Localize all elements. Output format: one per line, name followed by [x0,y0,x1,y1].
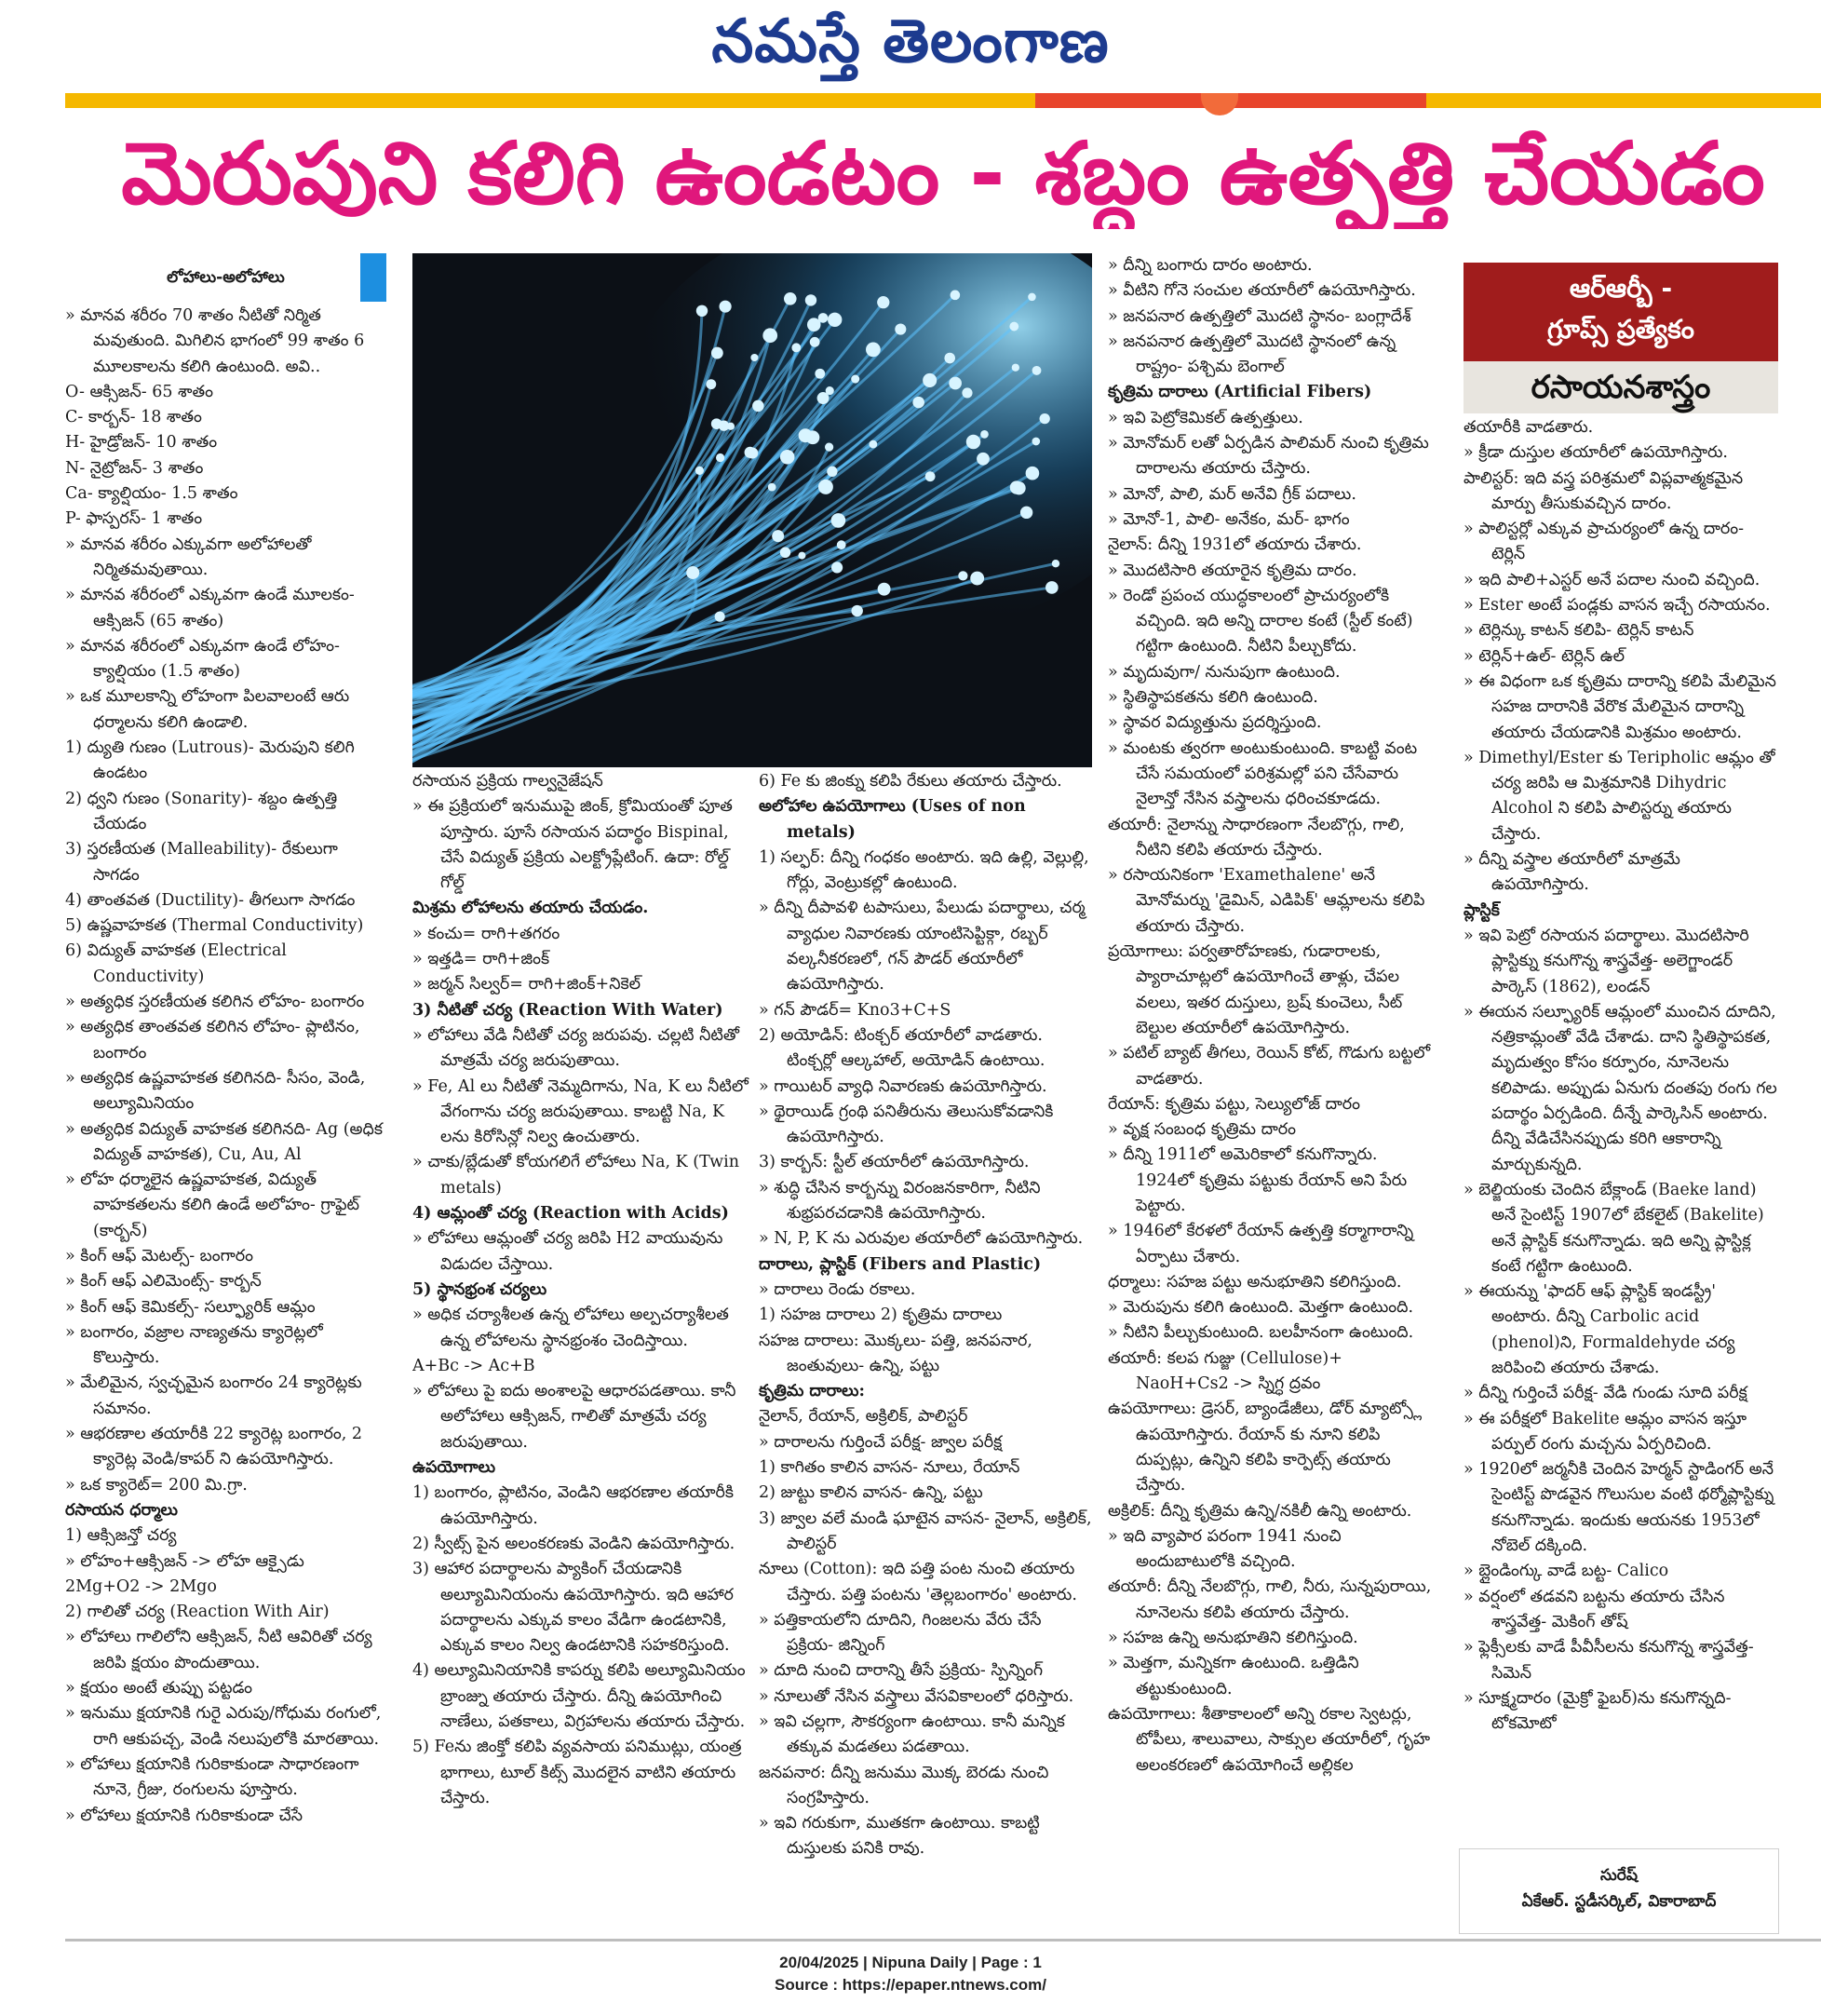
col5-paragraph: » పాలిస్టర్లో ఎక్కువ ప్రాచుర్యంలో ఉన్న దారం- టెర్లిన్ [1464,520,1745,564]
col1-paragraph: H- హైడ్రోజన్- 10 శాతం [65,433,218,453]
fiber-tip [750,354,758,361]
col5-paragraph: » సూక్ష్మదారం (మైక్రో ఫైబర్)ను కనుగొన్నది- టోకమోటో [1464,1688,1732,1734]
fiber-optics-illustration [412,253,1092,767]
col3-paragraph: జనపనార: దీన్ని జనుము మొక్క బెరడు నుంచి సంగ్రహిస్తారు. [759,1763,1049,1807]
series-tag-line2: గ్రూప్స్ ప్రత్యేకం [1546,314,1694,345]
fiber-tip [696,305,708,317]
col5-paragraph: పాలిస్టర్: ఇది వస్త్ర పరిశ్రమలో విప్లవాత్మకమైన మార్పు తీసుకువచ్చిన దారం. [1464,468,1744,513]
col1-paragraph: Ca- క్యాల్షియం- 1.5 శాతం [65,484,238,504]
col3-paragraph: 6) Fe కు జింక్ను కలిపి రేకులు తయారు చేస్తారు. [759,772,1062,791]
col1-paragraph: » లోహాలు క్షయానికి గురికాకుండా చేసే [65,1806,304,1825]
subject-tag: రసాయనశాస్త్రం [1464,361,1778,413]
col4-paragraph: » జనపనార ఉత్పత్తిలో మొదటి స్థానం- బంగ్లాదేశ్ [1108,306,1411,326]
col4-paragraph: తయారీ: కలప గుజ్జు (Cellulose)+ NaoH+Cs2 -> స్నిగ్ధ ద్రవం [1108,1348,1342,1394]
col3-paragraph: » శుద్ధి చేసిన కార్బన్ను విరంజనకారిగా, నీటిని శుభ్రపరచడానికి ఉపయోగిస్తారు. [759,1178,1041,1224]
col1-paragraph: » లోహ ధర్మాలైన ఉష్ణవాహకత, విద్యుత్ వాహకతలను కలిగి ఉండే అలోహం- గ్రాఫైట్ (కార్బన్) [65,1170,360,1240]
col1-paragraph: » బంగారం, వజ్రాల నాణ్యతను క్యారెట్లలో కొలుస్తారు. [65,1322,323,1368]
section-box-title: లోహాలు-అలోహాలు [65,253,386,302]
fiber-tip [980,430,989,439]
fiber-tip [895,324,906,335]
col4-paragraph: » మోనో, పాలి, మర్ అనేవి గ్రీక్ పదాలు. [1108,484,1356,504]
col4-paragraph: » స్థావర విద్యుత్తును ప్రదర్శిస్తుంది. [1108,713,1322,733]
text-column-5 [1464,415,1778,1840]
col2-paragraph: » ఇత్తడి= రాగి+జింక్ [412,950,550,969]
col1-paragraph: » కింగ్ ఆఫ్ మెటల్స్- బంగారం [65,1246,254,1265]
col2-paragraph: రసాయన ప్రక్రియ గాల్వనైజేషన్ [412,772,603,791]
text-column-2 [412,769,752,1938]
col1-paragraph: N- నైట్రోజన్- 3 శాతం [65,458,204,478]
text-column-4 [1108,253,1436,1939]
col1-paragraph: » అత్యధిక విద్యుత్ వాహకత కలిగినది- Ag (అధిక విద్యుత్ వాహకత), Cu, Au, Al [65,1119,384,1164]
col4-paragraph: » మృదువుగా/ నునుపుగా ఉంటుంది. [1108,662,1341,682]
col5-paragraph: » ఈ విధంగా ఒక కృత్రిమ దారాన్ని కలిపి మేలిమైన సహజ దారానికి వేరొక మేలిమైన దారాన్ని తయారు చేయడానికి మిశ్రమం అంటారు. [1464,671,1776,742]
col1-paragraph: » ఆభరణాల తయారీకి 22 క్యారెట్ల బంగారం, 2 క్యారెట్ల వెండి/కాపర్ ని ఉపయోగిస్తారు. [65,1425,362,1469]
col4-paragraph: » రెండో ప్రపంచ యుద్ధకాలంలో ప్రాచుర్యంలోకి వచ్చింది. ఇది అన్ని దారాల కంటే (స్టీల్ కంటే) గట్టిగా ఉంటుంది. నీటిని పీల్చుకోదు. [1108,586,1413,656]
fiber-tip [805,294,816,305]
fiber-tip [944,353,955,364]
fiber-tip [878,583,891,596]
col4-paragraph: అక్రిలిక్: దీన్ని కృత్రిమ ఉన్ని/నకిలీ ఉన్ని అంటారు. [1108,1501,1412,1521]
fiber-tip [970,572,984,586]
col5-paragraph: తయారీకి వాడతారు. [1464,418,1594,437]
col3-paragraph: దారాలు, ప్లాస్టిక్ (Fibers and Plastic) [759,1254,1042,1274]
col5-paragraph: » 1920లో జర్మనీకి చెందిన హెర్మన్ స్టాడింగర్ అనే సైంటిస్ట్ పొడవైన గొలుసుల వంటి థర్మోప్లాస్టిక్ను కనుగొన్నాడు. ఇందుకు ఆయనకు 1953లో నోబెల్ దక్కింది. [1464,1460,1774,1556]
col2-paragraph: » జర్మన్ సిల్వర్= రాగి+జింక్+నికెల్ [412,975,641,994]
col3-paragraph: సహజ దారాలు: మొక్కలు- పత్తి, జనపనార, జంతువులు- ఉన్ని, పట్టు [759,1331,1032,1375]
col1-paragraph: » మానవ శరీరం 70 శాతం నీటితో నిర్మిత మవుతుంది. మిగిలిన భాగంలో 99 శాతం 6 మూలకాలను కలిగి ఉంటుంది. అవి.. [65,306,365,376]
col3-paragraph: » ఇవి చల్లగా, సౌకర్యంగా ఉంటాయి. కానీ మన్నిక తక్కువ మడతలు పడతాయి. [759,1712,1065,1757]
col5-paragraph: » ఫ్లెక్సీలకు వాడే పీవీసీలను కనుగొన్న శాస్త్రవేత్త- సిమెన్ [1464,1638,1754,1683]
footer-edition-info: 20/04/2025 | Nipuna Daily | Page : 1 [779,1954,1042,1971]
fiber-tip [1032,366,1042,375]
col2-paragraph: 4) అల్యూమినియానికి కాపర్ను కలిపి అల్యూమినియం బ్రాంజ్ను తయారు చేస్తారు. దీన్ని ఉపయోగించి నాణేలు, పతకాలు, విగ్రహాలను తయారు చేస్తారు. [412,1661,746,1731]
col3-paragraph: » దీన్ని దీపావళి టపాసులు, పేలుడు పదార్థాలు, చర్మ వ్యాధుల నివారణకు యాంటిసెప్టిక్గా, రబ్బర్ వల్కనీకరణలో, గన్ పౌడర్ తయారీలో ఉపయోగిస్తారు. [759,899,1086,994]
col1-paragraph: » క్షయం అంటే తుప్పు పట్టడం [65,1679,253,1698]
col1-paragraph: 2) గాలితో చర్య (Reaction With Air) [65,1603,330,1622]
col1-paragraph: » మేలిమైన, స్వచ్ఛమైన బంగారం 24 క్యారెట్లకు సమానం. [65,1373,362,1418]
col4-paragraph: కృత్రిమ దారాలు (Artificial Fibers) [1108,383,1372,402]
text-column-1 [65,304,386,1938]
col1-paragraph: » మానవ శరీరంలో ఎక్కువగా ఉండే మూలకం- ఆక్సిజన్ (65 శాతం) [65,586,355,630]
col2-paragraph: 1) బంగారం, ప్లాటినం, వెండిని ఆభరణాల తయారీకి ఉపయోగిస్తారు. [412,1483,735,1528]
col5-paragraph: » ఈయన సల్ఫ్యూరిక్ ఆమ్లంలో ముంచిన దూదిని, నత్రికామ్లంతో వేడి చేశాడు. దాని స్థితిస్థాపకత, మృదుత్వం కోసం కర్పూరం, నూనెలను కలిపాడు. అప్పుడు ఏనుగు దంతపు రంగు గల పదార్థం ఏర్పడింది. దీన్నే పార్కెసిన్ అంటారు. దీన్ని వేడిచేసినప్పుడు కరిగి ఆకారాన్ని మార్చుకున్నది. [1464,1002,1777,1174]
col1-paragraph: 1) ద్యుతి గుణం (Lutrous)- మెరుపుని కలిగి ఉండటం [65,738,355,783]
col3-paragraph: » దారాలు రెండు రకాలు. [759,1279,916,1299]
fiber-tip [923,373,937,387]
fiber-tip [719,301,731,313]
col1-paragraph: » కింగ్ ఆఫ్ కెమికల్స్- సల్ఫ్యూరిక్ ఆమ్లం [65,1297,316,1317]
fiber-tip [686,566,699,579]
col3-paragraph: » N, P, K ను ఎరువుల తయారీలో ఉపయోగిస్తారు. [759,1229,1084,1249]
fiber-tip [1010,480,1023,494]
col2-paragraph: మిశ్రమ లోహాలను తయారు చేయడం. [412,899,649,918]
fiber-tip [711,418,722,429]
fiber-tip [780,450,795,465]
fiber-tip [716,453,724,462]
col2-paragraph: » లోహాలు పై ఐదు అంశాలపై ఆధారపడతాయి. కానీ అలోహాలు ఆక్సిజన్, గాలితో మాత్రమే చర్య జరుపుతాయి. [412,1382,736,1452]
col4-paragraph: » మంటకు త్వరగా అంటుకుంటుంది. కాబట్టి వంట చేసే సమయంలో పరిశ్రమల్లో పని చేసేవారు నైలాన్తో నేసిన వస్త్రాలను ధరించకూడదు. [1108,738,1418,809]
col5-paragraph: » Ester అంటే పండ్లకు వాసన ఇచ్చే రసాయనం. [1464,596,1771,616]
col5-paragraph: » ఇవి పెట్రో రసాయన పదార్థాలు. మొదటిసారి ప్లాస్టిక్ను కనుగొన్న శాస్త్రవేత్త- అలెగ్జాండర్ పార్కెస్ (1862), లండన్ [1464,926,1749,996]
fiber-tip [866,343,881,358]
col5-paragraph: » టెర్లిన్+ఉల్- టెర్లిన్ ఉల్ [1464,646,1625,666]
fiber-tip [1012,364,1019,372]
col3-paragraph: » దారాలను గుర్తించే పరీక్ష- జ్వాల పరీక్ష [759,1432,1003,1452]
col1-paragraph: » ఇనుము క్షయానికి గురై ఎరుపు/గోధుమ రంగులో, రాగి ఆకుపచ్చ, వెండి నలుపులోకి మారతాయి. [65,1704,382,1749]
fiber-tip [877,296,889,308]
fiber-tip [798,552,805,560]
article-headline: మెరుపుని కలిగి ఉండటం - శబ్దం ఉత్పత్తి చేయడం [121,124,1765,223]
series-tag-line1: ఆర్ఆర్బీ - [1569,273,1673,304]
fiber-tip [752,400,764,413]
col4-paragraph: నైలాన్: దీన్ని 1931లో తయారు చేశారు. [1108,535,1362,555]
col1-paragraph: C- కార్బన్- 18 శాతం [65,408,202,427]
fiber-tip [1032,438,1040,446]
col2-paragraph: » చాకు/బ్లేడుతో కోయగలిగే లోహాలు Na, K (Twin metals) [412,1153,740,1197]
col4-paragraph: ఉపయోగాలు: డ్రెసర్, బ్యాండేజీలు, డోర్ మ్యాట్స్లో ఉపయోగిస్తారు. రేయాన్ కు నూని కలిపి దుప్పట్లు, ఉన్నిని కలిపి కార్పెట్స్ తయారు చేస్తారు. [1108,1400,1423,1495]
col2-paragraph: 4) ఆమ్లంతో చర్య (Reaction with Acids) [412,1204,729,1224]
col3-paragraph: 2) అయోడిన్: టింక్చర్ తయారీలో వాడతారు. టింక్చర్లో ఆల్కహాల్, అయోడిన్ ఉంటాయి. [759,1025,1045,1071]
col5-paragraph: » Dimethyl/Ester కు Teripholic ఆమ్లం తో చర్య జరిపి ఆ మిశ్రమానికి Dihydric Alcohol ని కలిపి పాలిస్టర్ను తయారు చేస్తారు. [1464,748,1775,844]
fiber-tip [768,483,776,492]
fiber-tip [831,513,846,528]
col3-paragraph: కృత్రిమ దారాలు: [759,1382,865,1401]
col3-paragraph: » దూది నుంచి దారాన్ని తీసే ప్రక్రియ- స్పిన్నింగ్ [759,1661,1044,1681]
fiber-optics-photo [412,253,1092,767]
fiber-tip [827,467,837,477]
col3-paragraph: 1) సహజ దారాలు 2) కృత్రిమ దారాలు [759,1306,1003,1325]
col2-paragraph: 5) స్థానభ్రంశ చర్యలు [412,1279,547,1299]
col3-paragraph: 1) కాగితం కాలిన వాసన- నూలు, రేయాన్ [759,1458,1020,1478]
col4-paragraph: » ఇది వ్యాపార పరంగా 1941 నుంచి అందుబాటులోకి వచ్చింది. [1108,1526,1342,1572]
fiber-tip [1026,467,1040,480]
col1-paragraph: » ఒక మూలకాన్ని లోహంగా పిలవాలంటే ఆరు ధర్మాలను కలిగి ఉండాలి. [65,687,350,732]
box-title-right-square [360,253,386,302]
col4-paragraph: » పటిల్ బ్యాట్ తీగలు, రెయిన్ కోట్, గొడుగు బట్టలో వాడతారు. [1108,1044,1431,1089]
fiber-tip [784,292,797,305]
author-organization: ఏకేఆర్. స్టడీసర్కిల్, వికారాబాద్ [1521,1892,1717,1911]
fiber-tip [810,337,820,347]
fiber-tip [1045,581,1059,594]
col3-paragraph: » నూలుతో నేసిన వస్త్రాలు వేసవికాలంలో ధరిస్తారు. [759,1686,1074,1706]
col5-paragraph: » బ్లైండింగ్కు వాడే బట్ట- Calico [1464,1562,1669,1581]
col2-paragraph: » కంచు= రాగి+తగరం [412,924,560,943]
col5-paragraph: » ఈయన్ను 'ఫాదర్ ఆఫ్ ప్లాస్టిక్ ఇండస్ట్రీ' అంటారు. దీన్ని Carbolic acid (phenol)ని, Formaldehyde చర్య జరిపించి తయారు చేశాడు. [1464,1282,1735,1377]
col1-paragraph: P- ఫాస్పరస్- 1 శాతం [65,509,203,529]
fiber-tip [826,386,834,395]
col4-paragraph: » వీటిని గోనె సంచుల తయారీలో ఉపయోగిస్తారు. [1108,281,1416,301]
col2-paragraph: » లోహాలు ఆమ్లంతో చర్య జరిపి H2 వాయువును విడుదల చేస్తాయి. [412,1229,723,1274]
fiber-tip [851,375,859,384]
col4-paragraph: తయారీ: నైలాన్ను సాధారణంగా నేలబొగ్గు, గాలి, నీటిని కలిపి తయారు చేస్తారు. [1108,815,1405,859]
col1-paragraph: » ఒక క్యారెట్= 200 మి.గ్రా. [65,1475,248,1495]
col3-paragraph: 3) జ్వాల వలే మండి ఘాటైన వాసన- నైలాన్, అక్రిలిక్, పాలిస్టర్ [759,1509,1092,1553]
fiber-tip [807,318,821,331]
col1-paragraph: 1) ఆక్సిజన్తో చర్య [65,1526,177,1546]
col1-paragraph: » లోహాలు క్షయానికి గురికాకుండా సాధారణంగా నూనె, గ్రీజు, రంగులను పూస్తారు. [65,1754,359,1800]
col5-paragraph: » దీన్ని వస్త్రాల తయారీలో మాత్రమే ఉపయోగిస్తారు. [1464,850,1680,895]
col3-paragraph: » థైరాయిడ్ గ్రంథి పనితీరును తెలుసుకోవడానికి ఉపయోగిస్తారు. [759,1102,1054,1147]
col2-paragraph: » Fe, Al లు నీటితో నెమ్మదిగాను, Na, K లు నీటిలో వేగంగాను చర్య జరుపుతాయి. కాబట్టి Na, K లను కిరోసిన్లో నిల్వ ఉంచుతారు. [412,1076,749,1147]
fiber-tip [1009,322,1018,331]
col1-paragraph: » మానవ శరీరం ఎక్కువగా అలోహాలతో నిర్మితమవుతాయి. [65,534,312,579]
col2-paragraph: 3) నీటితో చర్య (Reaction With Water) [412,1000,723,1020]
fiber-tip [772,530,784,542]
col1-paragraph: » అత్యధిక స్తరణీయత కలిగిన లోహం- బంగారం [65,993,365,1012]
col1-paragraph: » లోహాలు గాలిలోని ఆక్సిజన్, నీటి ఆవిరితో చర్య జరిపి క్షయం పొందుతాయి. [65,1628,372,1672]
col5-paragraph: » బెల్జియంకు చెందిన బేక్లాండ్ (Baeke land) అనే సైంటిస్ట్ 1907లో బేకలైట్ (Bakelite) అనే ప్లాస్టిక్ కనుగొన్నాడు. ఇది అన్ని ప్లాస్టిక్ల కంటే గట్టిగా ఉంటుంది. [1464,1180,1764,1276]
col5-paragraph: » క్రీడా దుస్తుల తయారీలో ఉపయోగిస్తారు. [1464,443,1728,463]
fiber-tip [825,442,833,451]
fiber-tip [958,571,967,580]
fiber-tip [962,387,972,398]
col1-paragraph: » అత్యధిక తాంతవత కలిగిన లోహం- ప్లాటినం, బంగారం [65,1018,360,1062]
masthead-band-notch [1201,93,1238,115]
fiber-tip [706,379,716,389]
fiber-tip [966,435,980,449]
col2-paragraph: 5) Feను జింక్తో కలిపి వ్యవసాయ పనిముట్లు, యంత్ర భాగాలు, టూల్ కిట్స్ మొదలైన వాటిని తయారు చేస్తారు. [412,1738,742,1807]
fiber-tip [1052,560,1059,567]
col4-paragraph: తయారీ: దీన్ని నేలబొగ్గు, గాలి, నీరు, సున్నపురాయి, నూనెలను కలిపి తయారు చేస్తారు. [1108,1577,1432,1622]
col3-paragraph: » గన్ పౌడర్= Kno3+C+S [759,1000,951,1020]
fiber-tip [869,440,877,449]
col3-paragraph: 2) జుట్టు కాలిన వాసన- ఉన్ని, పట్టు [759,1483,983,1503]
col4-paragraph: » 1946లో కేరళలో రేయాన్ ఉత్పత్తి కర్మాగారాన్ని ఏర్పాటు చేశారు. [1108,1222,1414,1266]
fiber-tip [1020,507,1032,519]
col1-paragraph: » అత్యధిక ఉష్ణవాహకత కలిగినది- సీసం, వెండి, అల్యూమినియం [65,1068,366,1114]
fiber-tip [851,605,862,616]
col4-paragraph: » రసాయనికంగా 'Examethalene' అనే మోనోమర్ను 'డైమిన్, ఎడిపిక్' ఆమ్లాలను కలిపి తయారు చేస్తారు. [1108,866,1425,936]
col3-paragraph: అలోహాల ఉపయోగాలు (Uses of non metals) [759,797,1026,842]
col3-paragraph: నూలు (Cotton): ఇది పత్తి పంట నుంచి తయారు చేస్తారు. పత్తి పంటను 'తెల్లబంగారం' అంటారు. [759,1560,1077,1604]
fiber-tip [912,397,924,409]
col3-paragraph: » ఇవి గరుకుగా, ముతకగా ఉంటాయి. కాబట్టి దుస్తులకు పనికి రావు. [759,1814,1040,1859]
masthead-band [65,93,1821,108]
col4-paragraph: రేయాన్: కృత్రిమ పట్టు, సెల్యులోజ్ దారం [1108,1094,1361,1114]
fiber-tip [837,540,846,549]
col3-paragraph: 1) సల్ఫర్: దీన్ని గంధకం అంటారు. ఇది ఉల్లి, వెల్లుల్లి, గోర్లు, వెంట్రుకల్లో ఉంటుంది. [759,847,1089,893]
col4-paragraph: » వృక్ష సంబంధ కృత్రిమ దారం [1108,1120,1297,1140]
col2-paragraph: 3) ఆహార పదార్థాలను ప్యాకింగ్ చేయడానికి అల్యూమినియంను ఉపయోగిస్తారు. ఇది ఆహార పదార్థాలను ఎక్కువ కాలం వేడిగా ఉండటానికి, ఎక్కువ కాలం నిల్వ ఉండటానికి సహకరిస్తుంది. [412,1560,734,1656]
fiber-tip [799,428,813,442]
col4-paragraph: » ఇవి పెట్రోకెమికల్ ఉత్పత్తులు. [1108,408,1303,427]
col1-paragraph: O- ఆక్సిజన్- 65 శాతం [65,382,213,401]
col1-paragraph: 6) విద్యుత్ వాహకత (Electrical Conductivity) [65,941,287,986]
col1-paragraph: 3) స్తరణీయత (Malleability)- రేకులుగా సాగడం [65,840,338,885]
fiber-tip [828,313,842,327]
masthead-logo: నమస్తే తెలంగాణ [711,7,1110,76]
col3-paragraph: నైలాన్, రేయాన్, అక్రిలిక్, పాలిస్టర్ [759,1407,968,1427]
col4-paragraph: » మెరుపును కలిగి ఉంటుంది. మెత్తగా ఉంటుంది. [1108,1298,1414,1318]
fiber-tip [818,480,833,494]
col2-paragraph: A+Bc -> Ac+B [412,1356,535,1375]
author-name: సురేష్ [1599,1866,1639,1885]
fiber-tip [780,548,790,558]
fiber-tip [791,343,801,352]
col4-paragraph: » జనపనార ఉత్పత్తిలో మొదటి స్థానంలో ఉన్న రాష్ట్రం- పశ్చిమ బెంగాల్ [1108,331,1396,377]
col4-paragraph: » దీన్ని బంగారు దారం అంటారు. [1108,256,1313,275]
col5-paragraph: ప్లాస్టిక్ [1464,900,1500,920]
col4-paragraph: » స్థితిస్థాపకతను కలిగి ఉంటుంది. [1108,688,1318,708]
col3-paragraph: » గాయిటర్ వ్యాధి నివారణకు ఉపయోగిస్తారు. [759,1076,1047,1096]
col1-paragraph: రసాయన ధర్మాలు [65,1500,178,1520]
col1-paragraph: » లోహం+ఆక్సిజన్ -> లోహ ఆక్సైడు [65,1551,304,1571]
col1-paragraph: 2) ధ్వని గుణం (Sonarity)- శబ్దం ఉత్పత్తి చేయడం [65,789,338,833]
fiber-tip [925,471,936,481]
col5-paragraph: » టెర్లిన్కు కాటన్ కలిపి- టెర్లిన్ కాటన్ [1464,621,1694,641]
col4-paragraph: » మోనో-1, పాలి- అనేకం, మర్- భాగం [1108,509,1350,529]
fiber-tip [762,328,777,343]
fiber-tip [695,467,704,475]
col3-paragraph: » పత్తికాయలోని దూదిని, గింజలను వేరు చేసే ప్రక్రియ- జిన్నింగ్ [759,1610,1042,1656]
fiber-tip [977,453,990,466]
col4-paragraph: » మెత్తగా, మన్నికగా ఉంటుంది. ఒత్తిడిని తట్టుకుంటుంది. [1108,1654,1359,1698]
col3-paragraph: 3) కార్బన్: స్టీల్ తయారీలో ఉపయోగిస్తారు. [759,1153,1030,1172]
fiber-tip [831,562,843,573]
col1-paragraph: 5) ఉష్ణవాహకత (Thermal Conductivity) [65,916,364,936]
col5-paragraph: » వర్షంలో తడవని బట్టను తయారు చేసిన శాస్త్రవేత్త- మెకింగ్ తోష్ [1464,1587,1725,1631]
fiber-tip [745,447,756,458]
col4-paragraph: ప్రయోగాలు: పర్వతారోహణకు, గుడారాలకు, ప్యారాచూట్లలో ఉపయోగించే తాళ్లు, చేపల వలలు, ఇతర దుస్తులు, బ్రష్ కుంచెలు, సీట్ బెల్టుల తయారీలో ఉపయోగిస్తారు. [1108,942,1403,1037]
col4-paragraph: » మొదటిసారి తయారైన కృత్రిమ దారం. [1108,561,1357,580]
text-column-3 [759,769,1092,1938]
col2-paragraph: » అధిక చర్యాశీలత ఉన్న లోహాలు అల్పచర్యాశీలత ఉన్న లోహాలను స్థానభ్రంశం చెందిస్తాయి. [412,1306,729,1350]
bottom-rule [65,1939,1821,1942]
fiber-tip [949,377,962,390]
fiber-tip [1028,293,1036,302]
col1-paragraph: » మానవ శరీరంలో ఎక్కువగా ఉండే లోహం- క్యాల్షియం (1.5 శాతం) [65,636,340,682]
col2-paragraph: » లోహాలు వేడి నీటితో చర్య జరుపవు. చల్లటి నీటితో మాత్రమే చర్య జరుపుతాయి. [412,1025,739,1071]
author-byline [1459,1848,1779,1934]
series-tag [1464,263,1778,361]
col2-paragraph: 2) స్వీట్స్ పైన అలంకరణకు వెండిని ఉపయోగిస్తారు. [412,1534,735,1553]
fiber-tip [727,423,735,430]
footer-source: Source : https://epaper.ntnews.com/ [775,1976,1046,1994]
col2-paragraph: » ఈ ప్రక్రియలో ఇనుముపై జింక్, క్రోమియంతో పూత పూస్తారు. పూసే రసాయన పదార్థం Bispinal, చేసే విద్యుత్ ప్రక్రియ ఎలక్ట్రోప్లేటింగ్. ఉదా: రోల్డ్ గోల్డ్ [412,797,733,893]
col4-paragraph: » సహజ ఉన్ని అనుభూతిని కలిగిస్తుంది. [1108,1629,1358,1648]
col4-paragraph: ధర్మాలు: సహజ పట్టు అనుభూతిని కలిగిస్తుంది. [1108,1272,1402,1292]
col4-paragraph: ఉపయోగాలు: శీతాకాలంలో అన్ని రకాల స్వెటర్లు, టోపీలు, శాలువాలు, సాక్సుల తయారీలో, గృహ అలంకరణలో ఉపయోగించే అల్లికల [1108,1704,1431,1775]
fiber-tip [711,347,723,359]
col4-paragraph: » దీన్ని 1911లో అమెరికాలో కనుగొన్నారు. 1924లో కృత్రిమ పట్టుకు రేయాన్ అని పేరు పెట్టారు. [1108,1145,1408,1215]
fiber-tip [815,369,825,379]
col4-paragraph: » నీటిని పీల్చుకుంటుంది. బలహీనంగా ఉంటుంది. [1108,1323,1414,1343]
col5-paragraph: » ఇది పాలి+ఎస్టర్ అనే పదాల నుంచి వచ్చింది. [1464,570,1760,589]
col5-paragraph: » ఈ పరీక్షలో Bakelite ఆమ్లం వాసన ఇస్తూ పర్పుల్ రంగు మచ్చను ఏర్పరిచింది. [1464,1409,1747,1454]
col4-paragraph: » మోనోమర్ లతో ఏర్పడిన పాలిమర్ నుంచి కృత్రిమ దారాలను తయారు చేస్తారు. [1108,434,1429,479]
col2-paragraph: ఉపయోగాలు [412,1458,496,1478]
col5-paragraph: » దీన్ని గుర్తించే పరీక్ష- వేడి గుండు సూది పరీక్ష [1464,1384,1747,1403]
fiber-tip [1040,413,1050,424]
col1-paragraph: » కింగ్ ఆఫ్ ఎలిమెంట్స్- కార్బన్ [65,1272,262,1292]
col1-paragraph: 4) తాంతవత (Ductility)- తీగలుగా సాగడం [65,890,356,910]
col1-paragraph: 2Mg+O2 -> 2Mgo [65,1576,217,1596]
fiber-tip [715,612,725,622]
fiber-tip [951,291,961,301]
